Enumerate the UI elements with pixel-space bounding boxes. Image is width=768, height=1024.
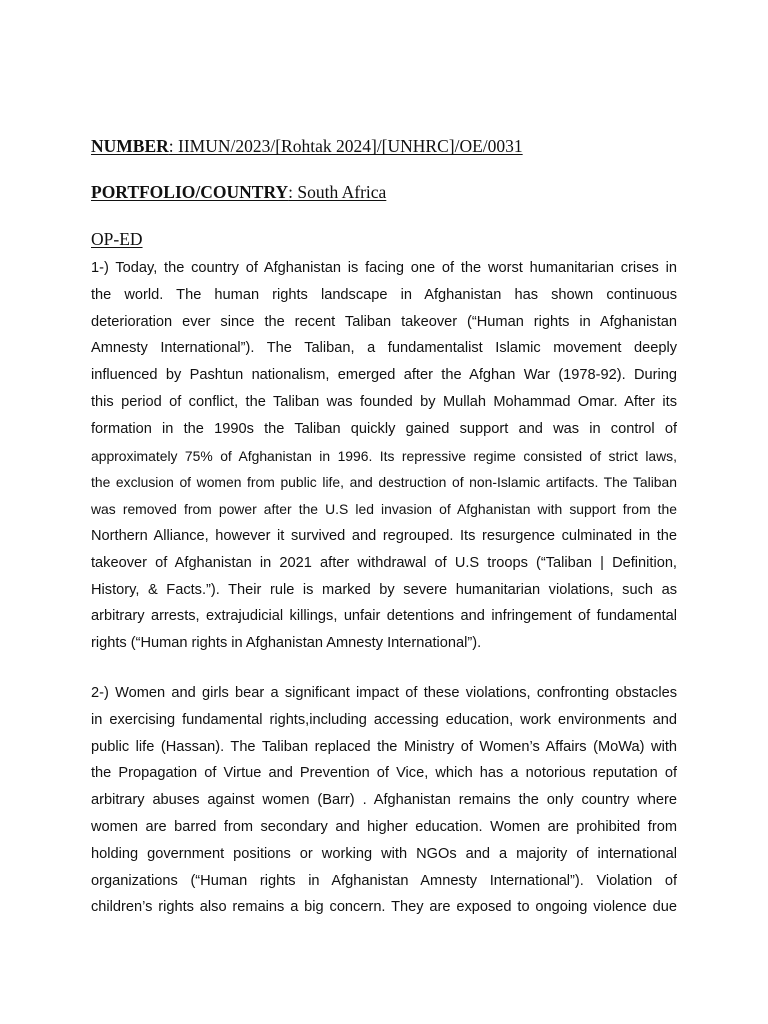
paragraph-1 [91, 255, 677, 657]
paragraph-line: women are barred from secondary and higher education. Women are prohibited from [91, 818, 677, 835]
paragraph-line: History, & Facts.”). Their rule is marked by severe humanitarian violations, such as [91, 581, 677, 598]
number-value: : IIMUN/2023/[Rohtak 2024]/[UNHRC]/OE/0031 [168, 136, 523, 156]
paragraph-line: 2-) Women and girls bear a significant impact of these violations, confronting obstacles [91, 685, 677, 701]
paragraph-line: the world. The human rights landscape in Afghanistan has shown continuous [91, 286, 677, 303]
paragraph-line: rights (“Human rights in Afghanistan Amnesty International”). [91, 635, 482, 652]
paragraph-line: in exercising fundamental rights,including accessing education, work environments and [91, 711, 677, 728]
paragraph-line: arbitrary arrests, extrajudicial killings, unfair detentions and infringement of fundamental [91, 608, 677, 625]
paragraph-line: was removed from power after the U.S led invasion of Afghanistan with support from the [91, 501, 677, 518]
paragraph-line: the Propagation of Virtue and Prevention of Vice, which has a notorious reputation of [91, 765, 677, 782]
paragraph-line: influenced by Pashtun nationalism, emerged after the Afghan War (1978-92). During [91, 367, 677, 384]
paragraph-line: 1-) Today, the country of Afghanistan is facing one of the worst humanitarian crises in [91, 260, 677, 276]
paragraph-line: holding government positions or working with NGOs and a majority of international [91, 845, 677, 862]
paragraph-line: public life (Hassan). The Taliban replaced the Ministry of Women’s Affairs (MoWa) with [91, 738, 677, 755]
portfolio-country [91, 181, 386, 203]
paragraph-line: Northern Alliance, however it survived and regrouped. Its resurgence culminated in the [91, 527, 677, 544]
paragraph-line: deterioration ever since the recent Taliban takeover (“Human rights in Afghanistan [91, 313, 677, 330]
number-label: NUMBER [91, 136, 169, 156]
paragraph-line: organizations (“Human rights in Afghanistan Amnesty International”). Violation of [91, 872, 677, 889]
paragraph-line: takeover of Afghanistan in 2021 after withdrawal of U.S troops (“Taliban | Definition, [91, 554, 677, 571]
section-heading: OP-ED [91, 229, 143, 249]
paragraph-line: arbitrary abuses against women (Barr) . Afghanistan remains the only country where [91, 792, 677, 809]
paragraph-line: children’s rights also remains a big concern. They are exposed to ongoing violence due [91, 899, 677, 916]
document-number [91, 135, 523, 157]
portfolio-value: : South Africa [288, 182, 387, 202]
paragraph-line: the exclusion of women from public life, and destruction of non-Islamic artifacts. The Taliban [91, 474, 677, 491]
paragraph-line: approximately 75% of Afghanistan in 1996. Its repressive regime consisted of strict laws, [91, 447, 677, 464]
paragraph-line: Amnesty International”). The Taliban, a fundamentalist Islamic movement deeply [91, 340, 677, 357]
paragraph-line: this period of conflict, the Taliban was founded by Mullah Mohammad Omar. After its [91, 393, 677, 410]
portfolio-label: PORTFOLIO/COUNTRY [91, 182, 289, 202]
paragraph-line: formation in the 1990s the Taliban quickly gained support and was in control of [91, 420, 677, 437]
paragraph-2 [91, 680, 677, 921]
